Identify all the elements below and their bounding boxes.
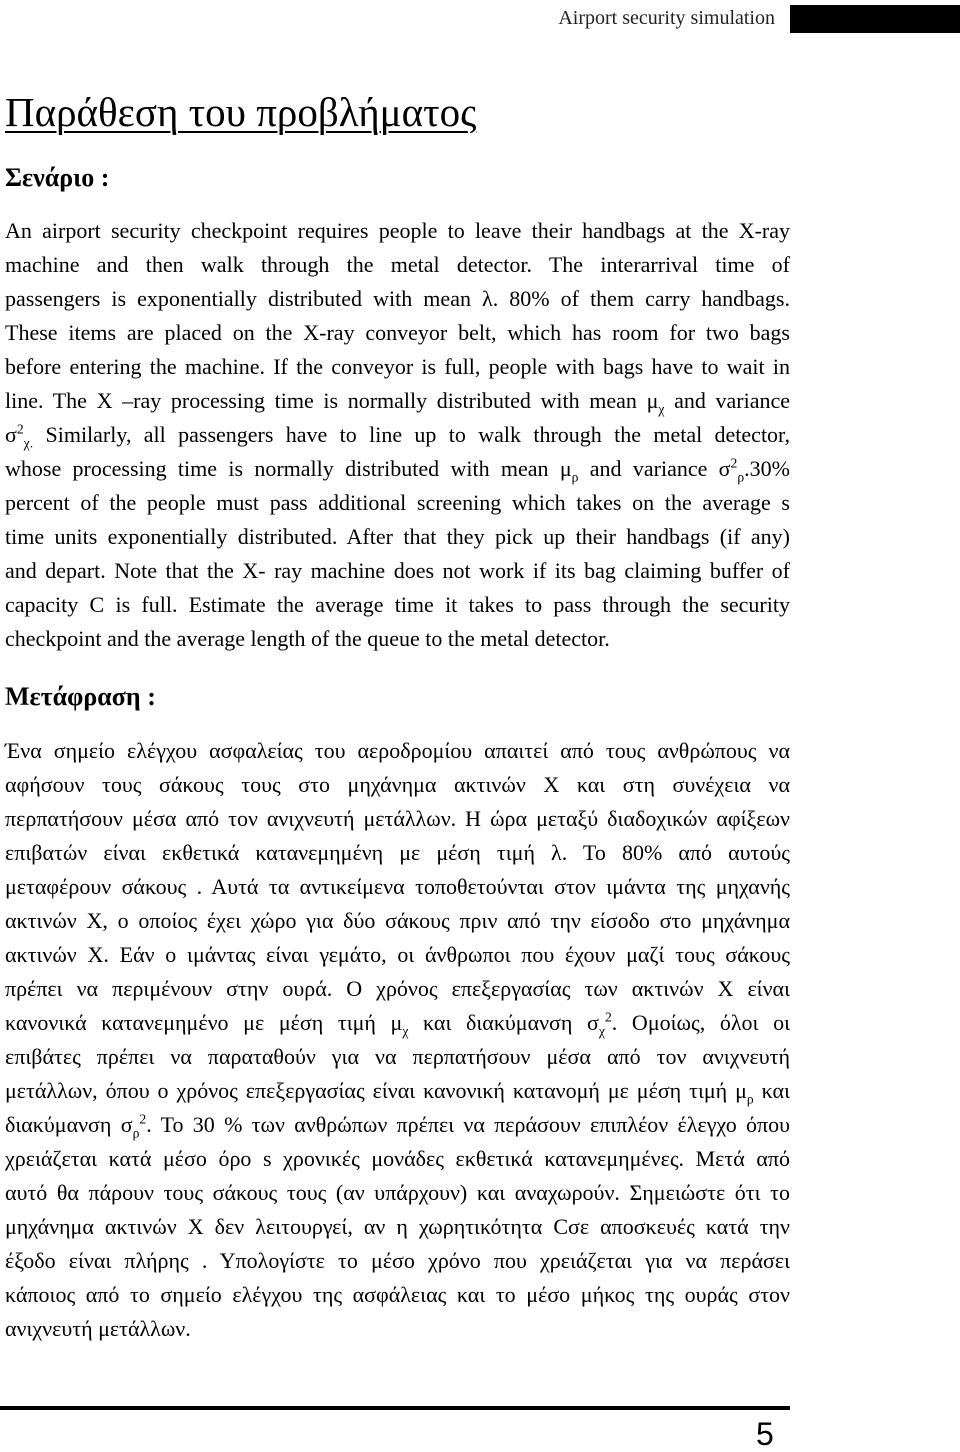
paragraph-line <box>5 802 790 836</box>
paragraph-line <box>5 384 790 418</box>
page-title: Παράθεση του προβλήματος <box>5 89 477 135</box>
line-text: These items are placed on the X-ray conveyor belt, which has room for two bags <box>5 320 790 345</box>
line-text: Ένα σημείο ελέγχου ασφαλείας του αεροδρομίου απαιτεί από τους ανθρώπους να <box>5 738 790 763</box>
subscript: ρ <box>737 469 745 485</box>
subscript: χ <box>402 1023 409 1039</box>
paragraph-line <box>5 248 790 282</box>
line-text: αφήσουν τους σάκους τους στο μηχάνημα ακτινών Χ και στη συνέχεια να <box>5 772 790 797</box>
line-text: διακύμανση σ <box>5 1112 133 1137</box>
line-text: και διακύμανση σ <box>408 1010 599 1035</box>
paragraph-line <box>5 554 790 588</box>
superscript: 2 <box>16 421 24 437</box>
paragraph-line <box>5 588 790 622</box>
line-text: αυτό θα πάρουν τους σάκους τους (αν υπάρχουν) και αναχωρούν. Σημειώστε ότι το <box>5 1180 790 1205</box>
line-text: μετάλλων, όπου ο χρόνος επεξεργασίας είναι κανονική κατανομή με μέση τιμή μ <box>5 1078 747 1103</box>
superscript: 2 <box>730 455 738 471</box>
paragraph-line <box>5 1074 790 1108</box>
paragraph-line <box>5 520 790 554</box>
paragraph-line <box>5 1006 790 1040</box>
line-text: An airport security checkpoint requires people to leave their handbags at the X-ray <box>5 218 790 243</box>
paragraph-line <box>5 1244 790 1278</box>
translation-heading: Μετάφραση : <box>5 682 156 711</box>
line-text: and depart. Note that the X- ray machine does not work if its bag claiming buffer of <box>5 558 790 583</box>
paragraph-line <box>5 1210 790 1244</box>
line-text: ακτινών Χ, ο οποίος έχει χώρο για δύο σάκους πριν από την είσοδο στο μηχάνημα <box>5 908 790 933</box>
line-text: .30% <box>744 456 790 481</box>
subscript: ρ <box>571 469 579 485</box>
scenario-paragraph <box>5 214 790 656</box>
line-text: πρέπει να περιμένουν στην ουρά. Ο χρόνος επεξεργασίας των ακτινών Χ είναι <box>5 976 790 1001</box>
paragraph-line <box>5 870 790 904</box>
paragraph-line <box>5 734 790 768</box>
line-text: έξοδο είναι πλήρης . Υπολογίστε το μέσο χρόνο που χρειάζεται για να περάσει <box>5 1248 790 1273</box>
superscript: 2 <box>604 1009 612 1025</box>
line-text: και <box>753 1078 790 1103</box>
line-text: ανιχνευτή μετάλλων. <box>5 1316 191 1341</box>
paragraph-line <box>5 214 790 248</box>
subscript: ρ <box>132 1125 140 1141</box>
line-text: επιβατών είναι εκθετικά κατανεμημένη με μέση τιμή λ. Το 80% από αυτούς <box>5 840 790 865</box>
line-text: σ <box>5 422 17 447</box>
paragraph-line <box>5 622 790 656</box>
line-text: checkpoint and the average length of the queue to the metal detector. <box>5 626 610 651</box>
line-text: before entering the machine. If the conveyor is full, people with bags have to wait in <box>5 354 790 379</box>
footer-rule <box>0 1406 790 1410</box>
line-text: χρειάζεται κατά μέσο όρο s χρονικές μονάδες εκθετικά κατανεμημένες. Μετά από <box>5 1146 790 1171</box>
line-text: percent of the people must pass additional screening which takes on the average s <box>5 490 790 515</box>
line-text: . Ομοίως, όλοι οι <box>611 1010 790 1035</box>
line-text: machine and then walk through the metal detector. The interarrival time of <box>5 252 790 277</box>
line-text: κάποιος από το σημείο ελέγχου της ασφάλειας και το μέσο μήκος της ουράς στον <box>5 1282 790 1307</box>
line-text: Similarly, all passengers have to line up to walk through the metal detector, <box>33 422 790 447</box>
line-text: μεταφέρουν σάκους . Αυτά τα αντικείμενα τοποθετούνται στον ιμάντα της μηχανής <box>5 874 790 899</box>
translation-paragraph <box>5 734 790 1346</box>
page-number: 5 <box>756 1416 774 1452</box>
subscript: ρ <box>746 1091 754 1107</box>
line-text: . Το 30 % των ανθρώπων πρέπει να περάσουν επιπλέον έλεγχο όπου <box>146 1112 790 1137</box>
paragraph-line <box>5 316 790 350</box>
line-text: ακτινών Χ. Εάν ο ιμάντας είναι γεμάτο, οι άνθρωποι που έχουν μαζί τους σάκους <box>5 942 790 967</box>
superscript: 2 <box>139 1111 147 1127</box>
line-text: line. The X –ray processing time is normally distributed with mean μ <box>5 388 659 413</box>
header-black-block <box>790 5 960 33</box>
paragraph-line <box>5 1278 790 1312</box>
paragraph-line <box>5 768 790 802</box>
scenario-heading: Σενάριο : <box>5 163 110 192</box>
subscript: χ <box>598 1023 605 1039</box>
line-text: κανονικά κατανεμημένο με μέση τιμή μ <box>5 1010 403 1035</box>
line-text: whose processing time is normally distributed with mean μ <box>5 456 572 481</box>
line-text: μηχάνημα ακτινών Χ δεν λειτουργεί, αν η χωρητικότητα Cσε αποσκευές κατά την <box>5 1214 790 1239</box>
paragraph-line <box>5 1312 790 1346</box>
line-text: and variance σ <box>578 456 731 481</box>
paragraph-line <box>5 1142 790 1176</box>
subscript: χ <box>658 401 665 417</box>
paragraph-line <box>5 904 790 938</box>
line-text: and variance <box>664 388 790 413</box>
line-text: περπατήσουν μέσα από τον ανιχνευτή μετάλλων. Η ώρα μεταξύ διαδοχικών αφίξεων <box>5 806 790 831</box>
paragraph-line <box>5 1176 790 1210</box>
running-header-title: Airport security simulation <box>558 7 775 29</box>
paragraph-line <box>5 1108 790 1142</box>
line-text: passengers is exponentially distributed with mean λ. 80% of them carry handbags. <box>5 286 790 311</box>
paragraph-line <box>5 282 790 316</box>
paragraph-line <box>5 350 790 384</box>
paragraph-line <box>5 938 790 972</box>
paragraph-line <box>5 836 790 870</box>
subscript: χ. <box>23 435 34 451</box>
paragraph-line <box>5 972 790 1006</box>
line-text: επιβάτες πρέπει να παραταθούν για να περπατήσουν μέσα από τον ανιχνευτή <box>5 1044 790 1069</box>
paragraph-line <box>5 486 790 520</box>
line-text: capacity C is full. Estimate the average time it takes to pass through the security <box>5 592 790 617</box>
paragraph-line <box>5 418 790 452</box>
paragraph-line <box>5 1040 790 1074</box>
paragraph-line <box>5 452 790 486</box>
line-text: time units exponentially distributed. After that they pick up their handbags (if any) <box>5 524 790 549</box>
